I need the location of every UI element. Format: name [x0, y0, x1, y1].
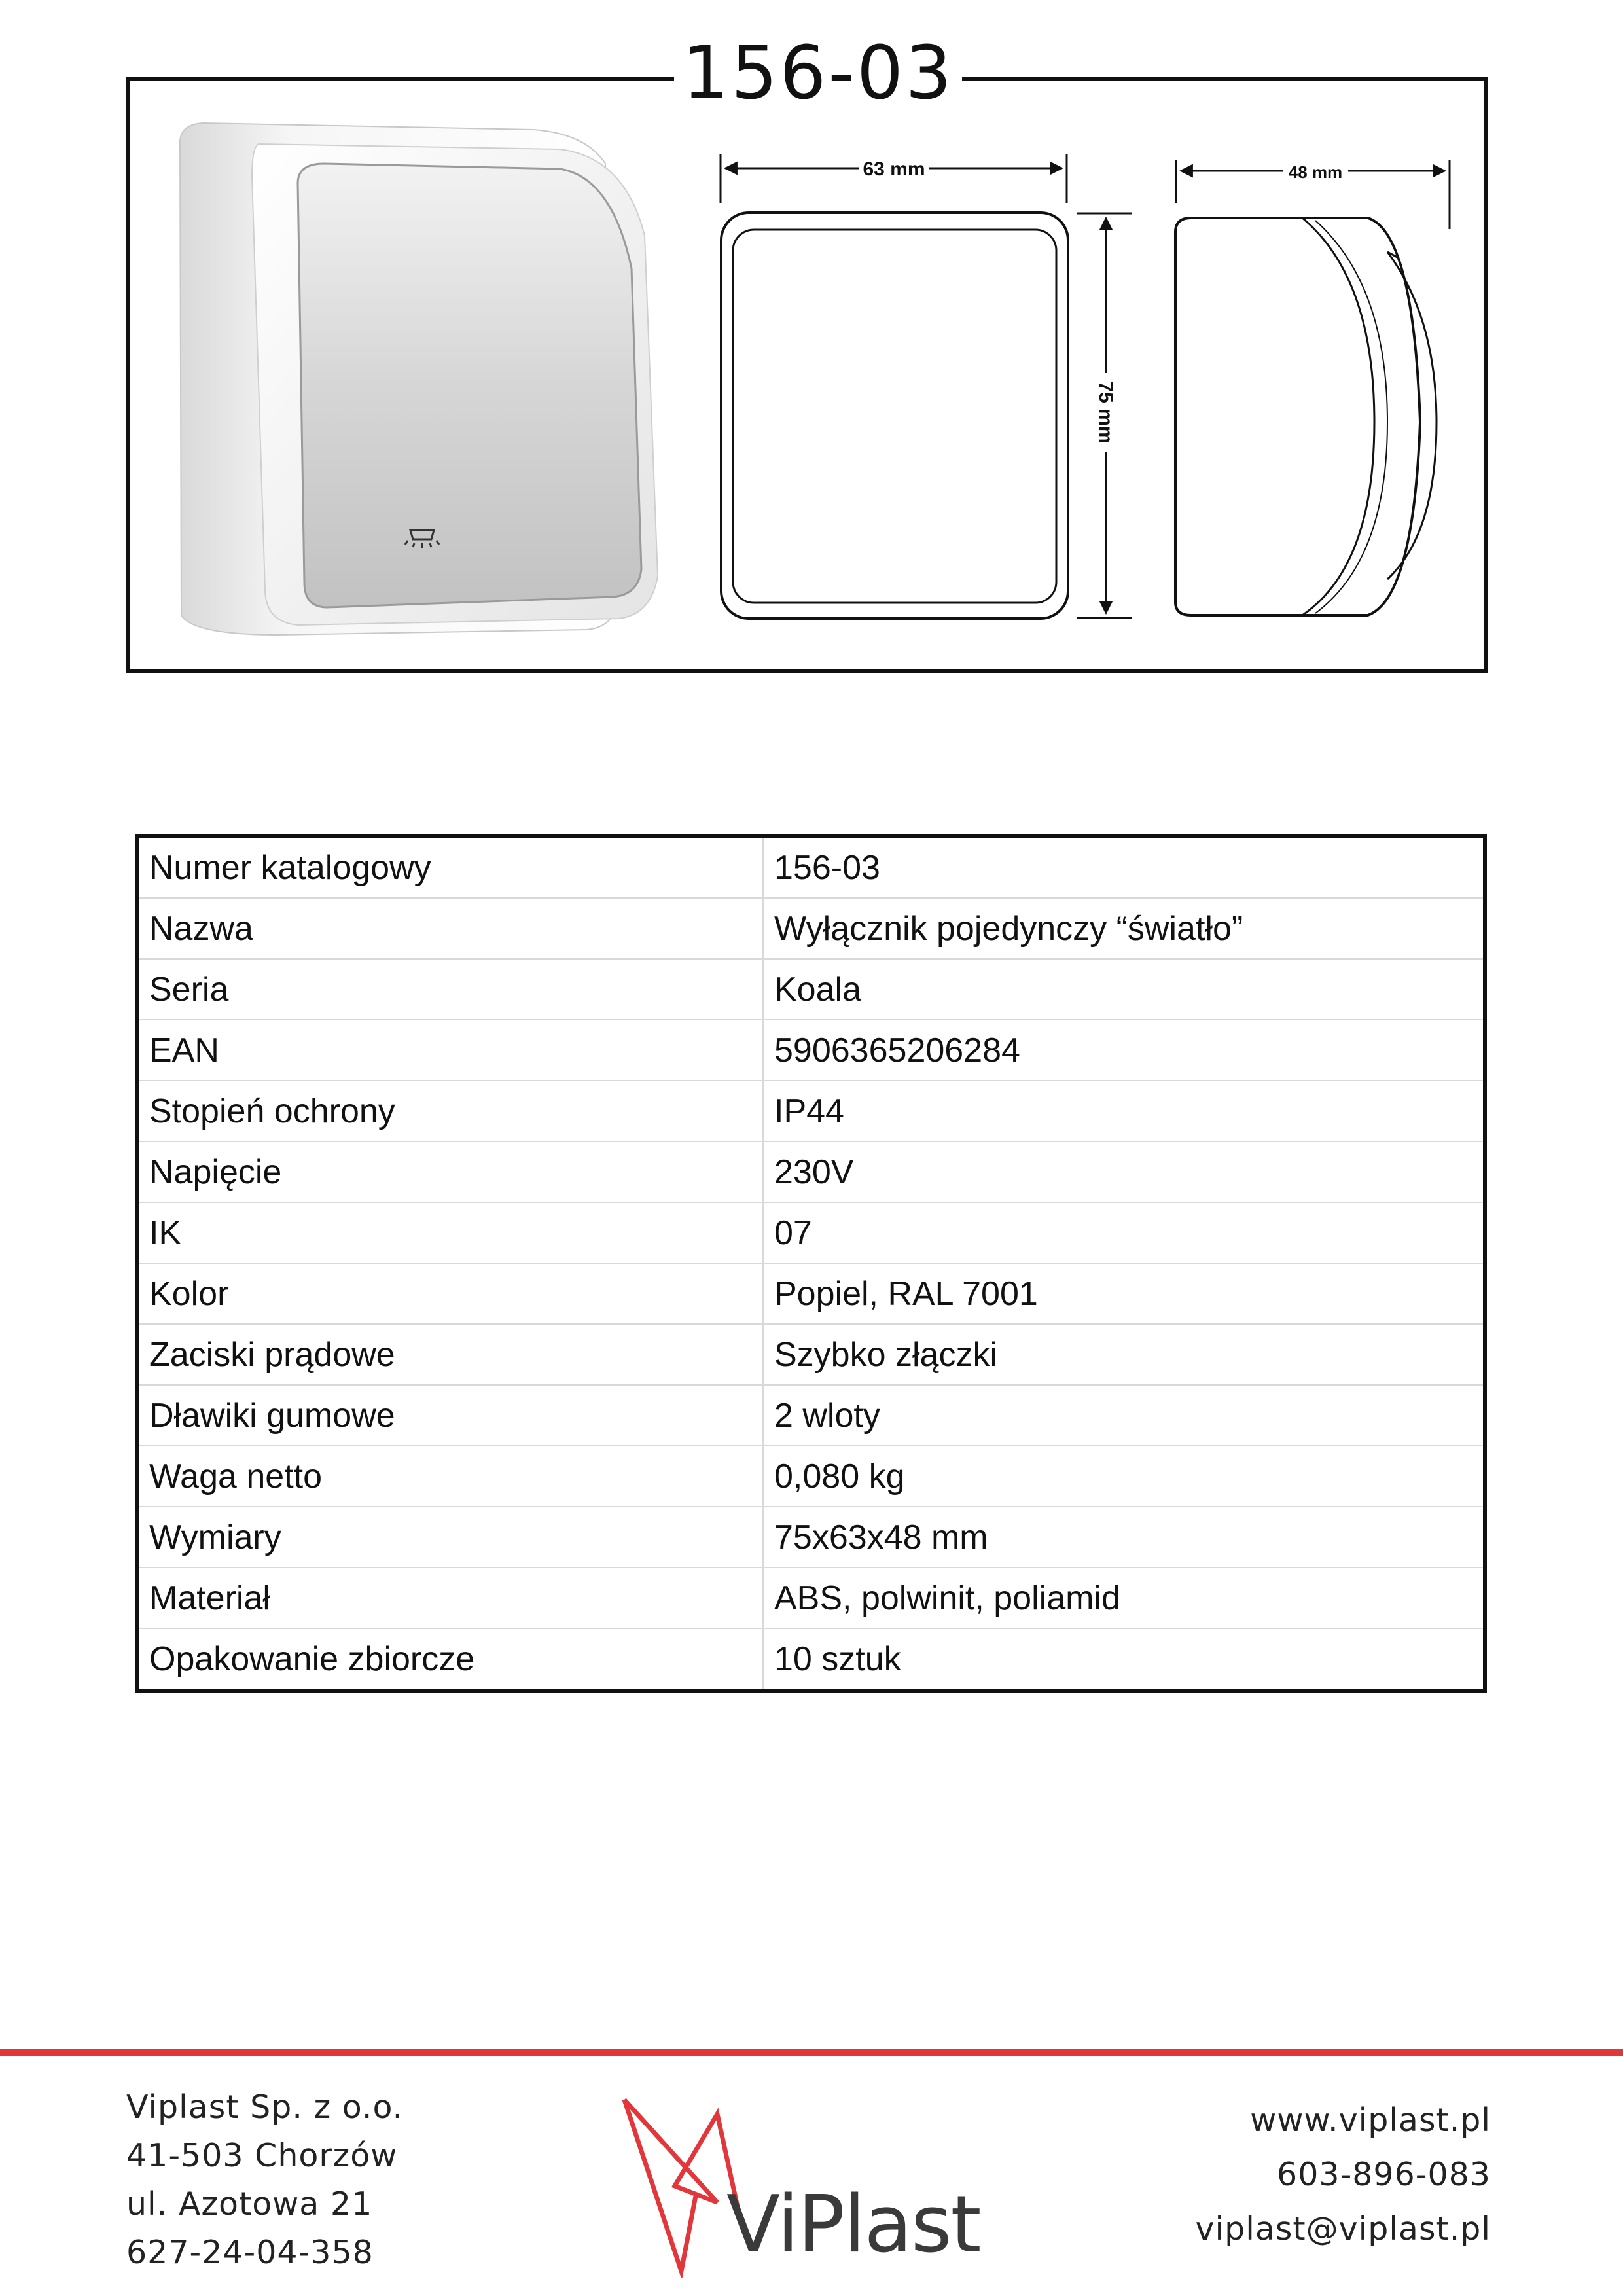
spec-label: EAN: [137, 1020, 763, 1081]
spec-label: Waga netto: [137, 1446, 763, 1507]
spec-label: Zaciski prądowe: [137, 1324, 763, 1385]
spec-label: Materiał: [137, 1568, 763, 1628]
spec-label: Seria: [137, 959, 763, 1020]
product-code-title: 156-03: [674, 27, 962, 119]
table-row: [137, 1141, 1485, 1202]
table-row: [137, 1628, 1485, 1691]
table-row: [137, 1263, 1485, 1324]
company-address: [126, 2083, 403, 2277]
spec-label: Dławiki gumowe: [137, 1385, 763, 1446]
company-contact: [1196, 2093, 1491, 2256]
email-link[interactable]: viplast@viplast.pl: [1195, 2210, 1491, 2248]
spec-value: IP44: [763, 1081, 1485, 1141]
spec-label: Kolor: [137, 1263, 763, 1324]
front-view-inner: [733, 230, 1056, 603]
table-row: [137, 1507, 1485, 1568]
width-label: 63 mm: [863, 158, 925, 180]
company-name: Viplast Sp. z o.o.: [126, 2089, 404, 2126]
height-label: 75 mm: [1095, 381, 1116, 444]
spec-value: Wyłącznik pojedynczy “światło”: [763, 898, 1485, 959]
spec-value: 0,080 kg: [763, 1446, 1485, 1507]
spec-value: ABS, polwinit, poliamid: [763, 1568, 1485, 1628]
spec-label: Stopień ochrony: [137, 1081, 763, 1141]
spec-label: Napięcie: [137, 1141, 763, 1202]
logo-wordmark: ViPlast: [726, 2179, 980, 2270]
street: ul. Azotowa 21: [126, 2185, 373, 2223]
spec-value: Koala: [763, 959, 1485, 1020]
table-row: [137, 1020, 1485, 1081]
spec-value: 230V: [763, 1141, 1485, 1202]
product-photo: [167, 118, 664, 641]
spec-value: 10 sztuk: [763, 1628, 1485, 1691]
spec-label: Wymiary: [137, 1507, 763, 1568]
table-row: [137, 1081, 1485, 1141]
spec-label: Nazwa: [137, 898, 763, 959]
spec-value: 2 wloty: [763, 1385, 1485, 1446]
spec-table: [135, 834, 1487, 1693]
rocker-key: [298, 164, 641, 607]
spec-label: IK: [137, 1202, 763, 1263]
phone-fixed: 627-24-04-358: [126, 2234, 374, 2271]
side-view: [1175, 218, 1436, 615]
spec-label: Numer katalogowy: [137, 836, 763, 898]
table-row: [137, 1202, 1485, 1263]
phone-mobile: 603-896-083: [1277, 2156, 1491, 2193]
spec-value: Szybko złączki: [763, 1324, 1485, 1385]
table-row: [137, 1446, 1485, 1507]
table-row: [137, 1385, 1485, 1446]
table-row: [137, 836, 1485, 898]
footer-divider: [0, 2049, 1623, 2056]
table-row: [137, 1568, 1485, 1628]
depth-label: 48 mm: [1288, 162, 1343, 182]
spec-value: 156-03: [763, 836, 1485, 898]
spec-value: 75x63x48 mm: [763, 1507, 1485, 1568]
technical-drawing: [713, 147, 1459, 632]
front-view-outer: [721, 213, 1068, 619]
table-row: [137, 959, 1485, 1020]
table-row: [137, 1324, 1485, 1385]
website-link[interactable]: www.viplast.pl: [1250, 2102, 1491, 2139]
spec-value: 5906365206284: [763, 1020, 1485, 1081]
postal-code: 41-503 Chorzów: [126, 2137, 398, 2174]
spec-value: 07: [763, 1202, 1485, 1263]
table-row: [137, 898, 1485, 959]
spec-label: Opakowanie zbiorcze: [137, 1628, 763, 1691]
spec-value: Popiel, RAL 7001: [763, 1263, 1485, 1324]
